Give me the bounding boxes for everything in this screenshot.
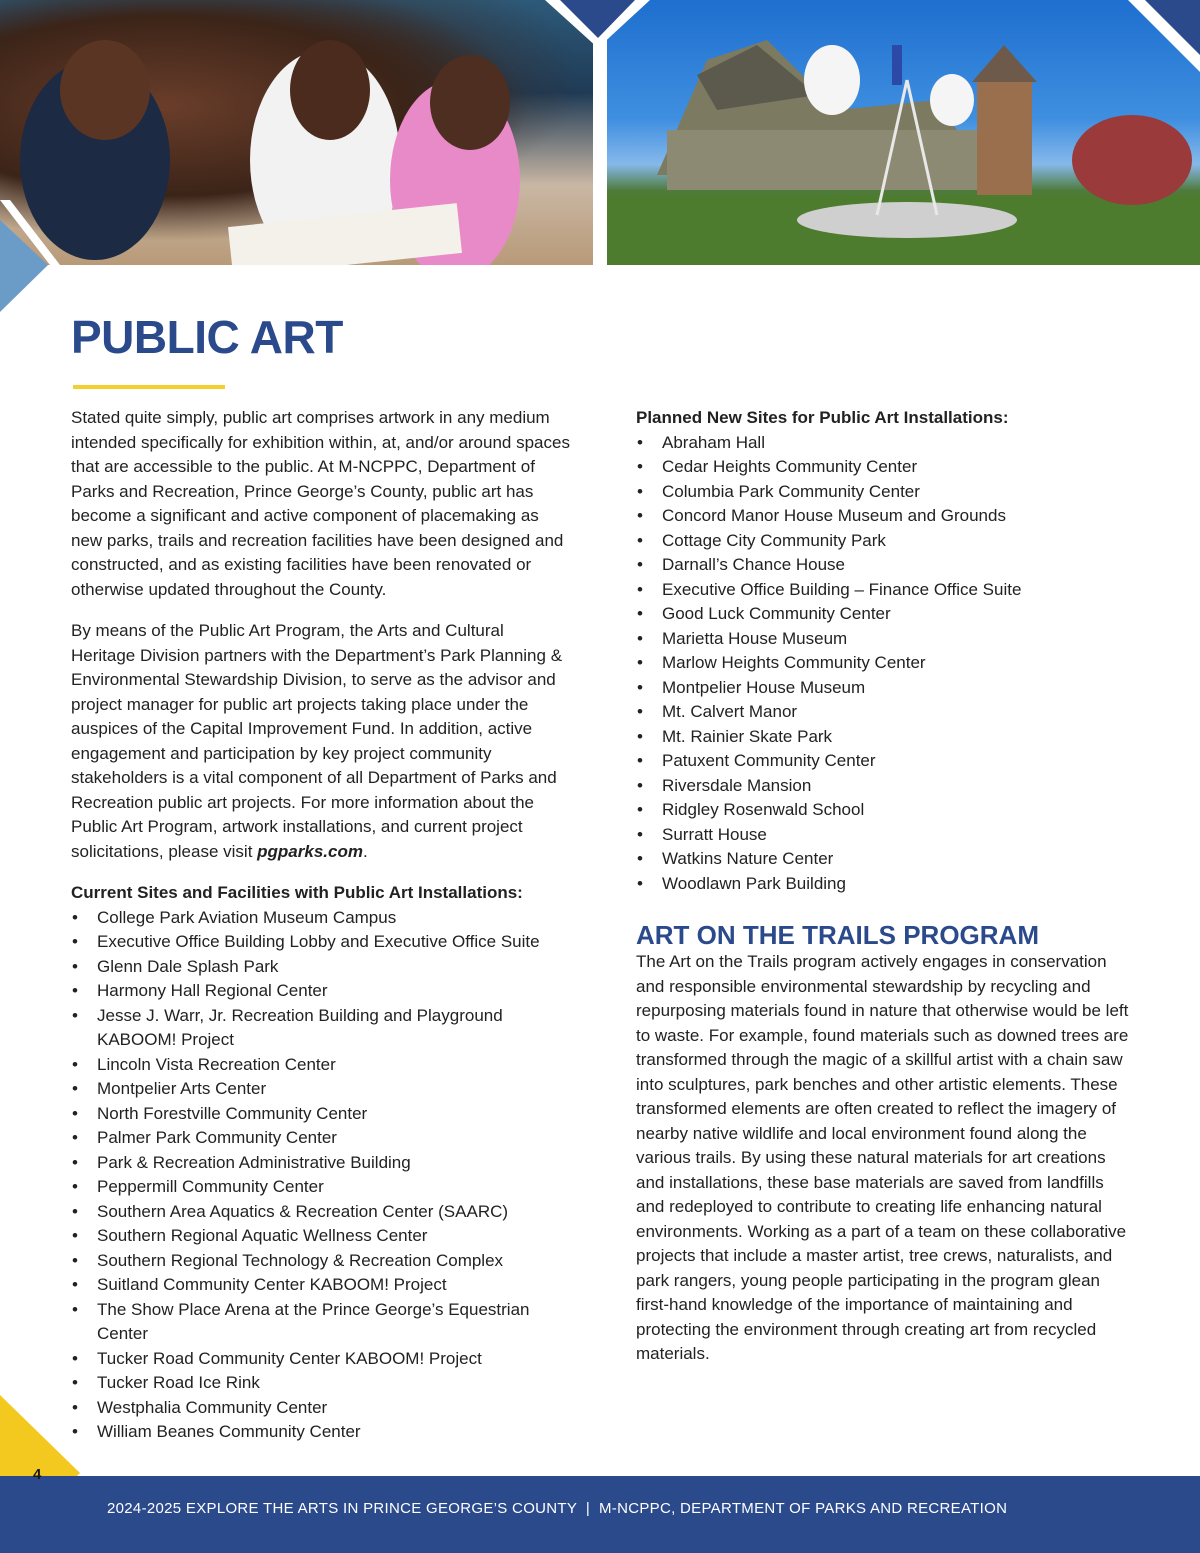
- list-item: • Palmer Park Community Center: [71, 1126, 571, 1151]
- title-underline: [73, 385, 225, 389]
- program-paragraph: [71, 619, 571, 864]
- list-item: • Woodlawn Park Building: [636, 872, 1136, 897]
- list-item: • Executive Office Building – Finance Office Suite: [636, 578, 1136, 603]
- list-item: • Harmony Hall Regional Center: [71, 979, 571, 1004]
- list-item: • Mt. Rainier Skate Park: [636, 725, 1136, 750]
- list-item: • Tucker Road Community Center KABOOM! Project: [71, 1347, 571, 1372]
- list-item: • Cottage City Community Park: [636, 529, 1136, 554]
- list-item: • Park & Recreation Administrative Building: [71, 1151, 571, 1176]
- list-item: • Concord Manor House Museum and Grounds: [636, 504, 1136, 529]
- planned-sites-heading: Planned New Sites for Public Art Installations:: [636, 408, 1009, 427]
- list-item: • Montpelier Arts Center: [71, 1077, 571, 1102]
- list-item: • Glenn Dale Splash Park: [71, 955, 571, 980]
- list-item: • Watkins Nature Center: [636, 847, 1136, 872]
- left-column: [71, 406, 571, 1445]
- list-item: • Patuxent Community Center: [636, 749, 1136, 774]
- list-item: • Southern Regional Technology & Recreation Complex: [71, 1249, 571, 1274]
- list-item: • Southern Regional Aquatic Wellness Center: [71, 1224, 571, 1249]
- program-paragraph-end: .: [362, 841, 368, 861]
- list-item: • Suitland Community Center KABOOM! Project: [71, 1273, 571, 1298]
- list-item: • Southern Area Aquatics & Recreation Center (SAARC): [71, 1200, 571, 1225]
- list-item: • Ridgley Rosenwald School: [636, 798, 1136, 823]
- list-item: • Columbia Park Community Center: [636, 480, 1136, 505]
- list-item: • Marlow Heights Community Center: [636, 651, 1136, 676]
- list-item: • College Park Aviation Museum Campus: [71, 906, 571, 931]
- list-item: • Riversdale Mansion: [636, 774, 1136, 799]
- list-item: • The Show Place Arena at the Prince George’s Equestrian Center: [71, 1298, 571, 1347]
- decorative-corners: [0, 0, 1200, 320]
- current-sites-list: [71, 906, 571, 1445]
- footer-text: 2024-2025 EXPLORE THE ARTS IN PRINCE GEORGE’S COUNTY | M-NCPPC, DEPARTMENT OF PARKS AND RECREATION: [107, 1500, 1008, 1517]
- list-item: • Montpelier House Museum: [636, 676, 1136, 701]
- planned-sites-list: [636, 431, 1136, 897]
- right-column: [636, 406, 1136, 1367]
- list-item: • Surratt House: [636, 823, 1136, 848]
- list-item: • Westphalia Community Center: [71, 1396, 571, 1421]
- list-item: • William Beanes Community Center: [71, 1420, 571, 1445]
- pgparks-link[interactable]: pgparks.com: [257, 841, 363, 861]
- list-item: • Executive Office Building Lobby and Executive Office Suite: [71, 930, 571, 955]
- trails-heading: ART ON THE TRAILS PROGRAM: [636, 920, 1039, 950]
- intro-paragraph: Stated quite simply, public art comprises artwork in any medium intended specifically for exhibition within, at, and/or around spaces that are accessible to the public. At M-NCPPC, Department of Parks and Recreation, Prince George’s County, public art has become a significant and active component of placemaking as new parks, trails and recreation facilities have been designed and constructed, and as existing facilities have been renovated or otherwise updated throughout the County.: [71, 408, 570, 599]
- list-item: • Cedar Heights Community Center: [636, 455, 1136, 480]
- page-number: 4: [33, 1466, 42, 1483]
- list-item: • Marietta House Museum: [636, 627, 1136, 652]
- page-title: PUBLIC ART: [71, 311, 343, 363]
- list-item: • Abraham Hall: [636, 431, 1136, 456]
- current-sites-heading: Current Sites and Facilities with Public Art Installations:: [71, 883, 523, 902]
- list-item: • Jesse J. Warr, Jr. Recreation Building and Playground KABOOM! Project: [71, 1004, 571, 1053]
- list-item: • Tucker Road Ice Rink: [71, 1371, 571, 1396]
- list-item: • Mt. Calvert Manor: [636, 700, 1136, 725]
- list-item: • North Forestville Community Center: [71, 1102, 571, 1127]
- list-item: • Lincoln Vista Recreation Center: [71, 1053, 571, 1078]
- trails-body: The Art on the Trails program actively engages in conservation and responsible environmental stewardship by recycling and repurposing materials found in nature that otherwise would be left to waste. For example, found materials such as downed trees are transformed through the magic of a skillful artist with a chain saw into sculptures, park benches and other artistic elements. These transformed elements are often created to reflect the imagery of nearby native wildlife and local environment found along the various trails. By using these natural materials for art creations and installations, these base materials are saved from landfills and redeployed to contribute to creating life enhancing natural environments. Working as a part of a team on these collaborative projects that include a master artist, tree crews, naturalists, and park rangers, young people participating in the program glean first-hand knowledge of the importance of maintaining and protecting the environment through creating art from recycled materials.: [636, 952, 1129, 1363]
- list-item: • Good Luck Community Center: [636, 602, 1136, 627]
- list-item: • Darnall’s Chance House: [636, 553, 1136, 578]
- program-paragraph-text: By means of the Public Art Program, the Arts and Cultural Heritage Division partners with the Department’s Park Planning & Environmental Stewardship Division, to serve as the advisor and project manager for public art projects taking place under the auspices of the Capital Improvement Fund. In addition, active engagement and participation by key project community stakeholders is a vital component of all Department of Parks and Recreation public art projects. For more information about the Public Art Program, artwork installations, and current project solicitations, please visit: [71, 621, 563, 861]
- list-item: • Peppermill Community Center: [71, 1175, 571, 1200]
